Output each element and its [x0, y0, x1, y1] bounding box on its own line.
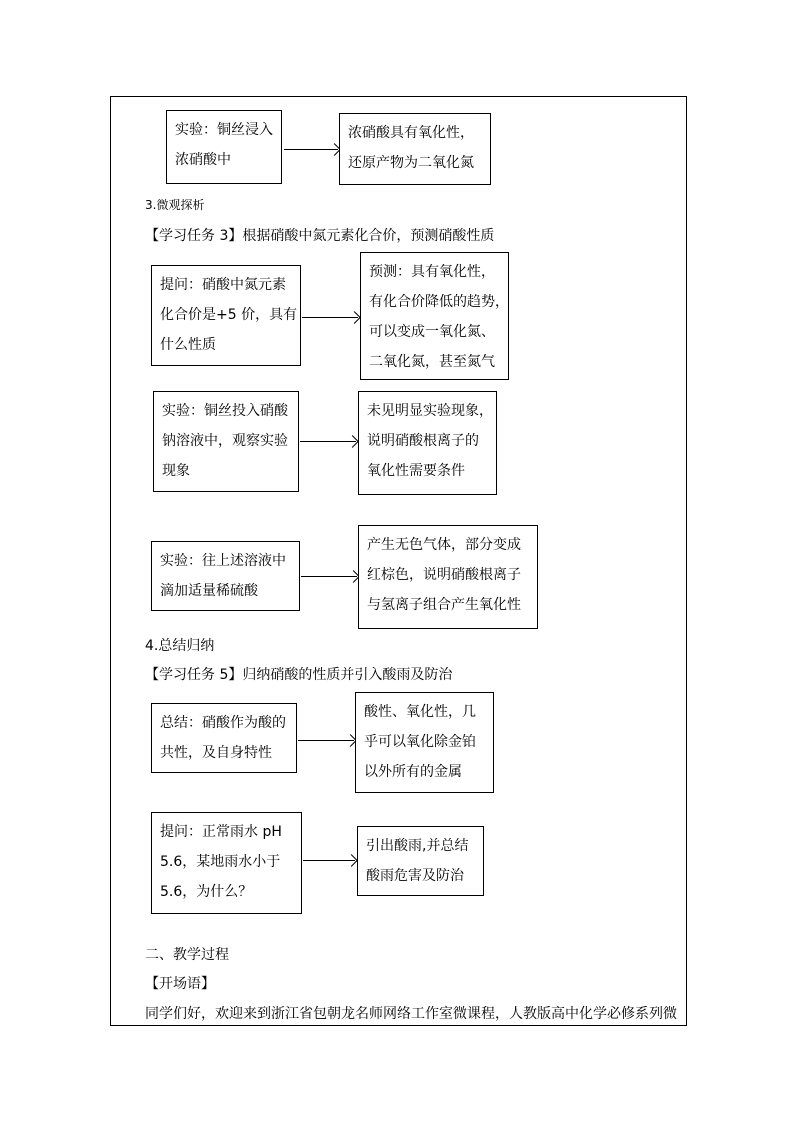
flow2-right-line-1: 预测：具有氧化性， — [369, 264, 495, 280]
flow5-left-box — [151, 703, 297, 773]
section3-task: 【学习任务 3】根据硝酸中氮元素化合价，预测硝酸性质 — [145, 228, 495, 244]
flow6-left-line-2: 5.6，某地雨水小于 — [160, 854, 281, 870]
flow4-left-box — [151, 541, 300, 611]
flow2-arrow — [302, 317, 358, 318]
flow6-right-line-2: 酸雨危害及防治 — [366, 868, 464, 884]
flow3-right-line-1: 未见明显实验现象， — [367, 403, 493, 419]
flow4-right-box — [358, 525, 538, 629]
flow4-right-line-2: 红棕色，说明硝酸根离子 — [367, 567, 521, 583]
flow6-right-box — [357, 826, 484, 896]
flow3-left-line-2: 钠溶液中，观察实验 — [162, 433, 288, 449]
flow3-left-line-1: 实验：铜丝投入硝酸 — [162, 403, 288, 419]
flow3-right-line-2: 说明硝酸根离子的 — [367, 433, 479, 449]
flow3-right-box — [358, 391, 497, 495]
flow4-arrow — [301, 576, 357, 577]
flow3-arrow — [300, 441, 356, 442]
flow2-left-line-1: 提问：硝酸中氮元素 — [160, 277, 286, 293]
flow1-left-line-1: 实验：铜丝浸入 — [175, 122, 273, 138]
flow2-right-box — [360, 252, 509, 380]
flow1-arrow — [284, 149, 338, 150]
flow5-right-box — [355, 692, 494, 793]
section3-heading: 3.微观探析 — [145, 198, 205, 212]
part2-opening: 【开场语】 — [145, 976, 215, 992]
flow4-left-line-2: 滴加适量稀硫酸 — [160, 583, 258, 599]
flow2-right-line-2: 有化合价降低的趋势， — [369, 294, 509, 310]
flow2-left-box — [151, 265, 301, 366]
flow1-left-line-2: 浓硝酸中 — [175, 152, 231, 168]
flow4-left-line-1: 实验：往上述溶液中 — [160, 553, 286, 569]
flow3-right-line-3: 氧化性需要条件 — [367, 463, 465, 479]
flow3-left-box — [153, 391, 299, 492]
flow5-right-line-3: 以外所有的金属 — [364, 764, 462, 780]
section4-heading: 4.总结归纳 — [145, 638, 215, 654]
flow2-left-line-3: 什么性质 — [160, 337, 216, 353]
flow2-left-line-2: 化合价是+5 价，具有 — [160, 307, 298, 323]
flow2-right-line-4: 二氧化氮，甚至氮气 — [369, 354, 495, 370]
flow1-right-line-2: 还原产物为二氧化氮 — [348, 155, 474, 171]
section4-task: 【学习任务 5】归纳硝酸的性质并引入酸雨及防治 — [145, 667, 453, 683]
flow2-right-line-3: 可以变成一氧化氮、 — [369, 324, 495, 340]
flow5-right-line-2: 乎可以氧化除金铂 — [364, 734, 476, 750]
flow4-right-line-1: 产生无色气体，部分变成 — [367, 537, 521, 553]
flow6-arrow — [303, 860, 355, 861]
flow3-left-line-3: 现象 — [162, 463, 190, 479]
flow5-arrow — [298, 740, 354, 741]
flow1-right-box — [339, 113, 491, 185]
part2-heading: 二、教学过程 — [145, 947, 229, 963]
flow5-left-line-2: 共性，及自身特性 — [160, 745, 272, 761]
flow5-right-line-1: 酸性、氧化性，几 — [364, 704, 476, 720]
flow5-left-line-1: 总结：硝酸作为酸的 — [160, 715, 286, 731]
flow6-left-box — [151, 812, 302, 914]
flow6-right-line-1: 引出酸雨,并总结 — [366, 838, 469, 854]
flow1-right-line-1: 浓硝酸具有氧化性， — [348, 125, 474, 141]
flow6-left-line-3: 5.6，为什么？ — [160, 884, 253, 900]
flow4-right-line-3: 与氢离子组合产生氧化性 — [367, 597, 521, 613]
flow6-left-line-1: 提问：正常雨水 pH — [160, 824, 282, 840]
part2-paragraph: 同学们好，欢迎来到浙江省包朝龙名师网络工作室微课程，人教版高中化学必修系列微 — [145, 1006, 677, 1022]
flow1-left-box — [166, 110, 282, 184]
